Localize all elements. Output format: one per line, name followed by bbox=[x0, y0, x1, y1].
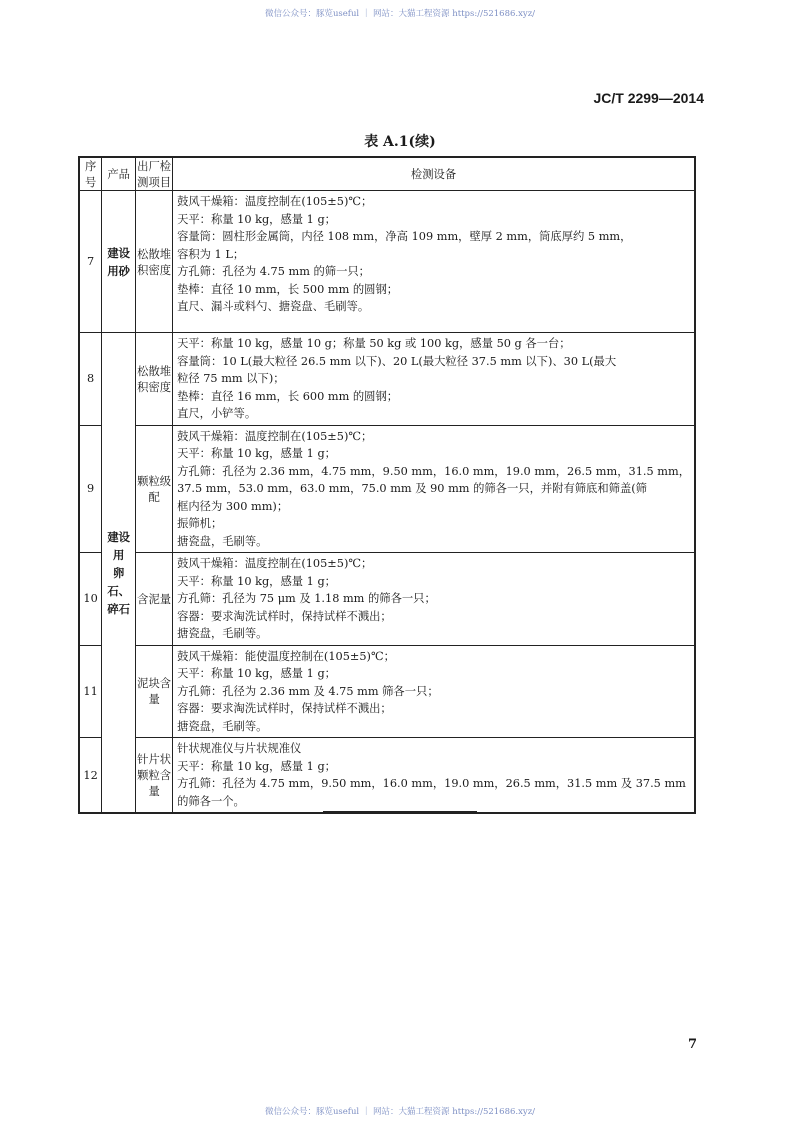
row-number: 9 bbox=[79, 425, 102, 553]
watermark-top: 微信公众号：豚览useful ｜ 网站：大猫工程资源 https://521686.xyz/ bbox=[264, 9, 536, 19]
row-number: 7 bbox=[79, 191, 102, 333]
equipment-cell bbox=[173, 645, 695, 738]
page-number: 7 bbox=[688, 1037, 698, 1052]
equipment-cell bbox=[173, 191, 695, 333]
equipment-line: 针状规准仪与片状规准仪 bbox=[177, 742, 302, 755]
test-item: 泥块含量 bbox=[136, 645, 173, 738]
equipment-cell bbox=[173, 425, 695, 553]
standard-code: JC/T 2299—2014 bbox=[593, 90, 704, 106]
equipment-line: 鼓风干燥箱：温度控制在(105±5)℃； bbox=[177, 195, 373, 208]
equipment-line: 天平：称量 10 kg，感量 10 g；称量 50 kg 或 100 kg，感量 50 g 各一台； bbox=[177, 337, 571, 350]
equipment-line: 搪瓷盘，毛刷等。 bbox=[177, 719, 268, 733]
equipment-line: 天平：称量 10 kg，感量 1 g； bbox=[177, 212, 336, 226]
product-cell: 建设 用砂 bbox=[102, 191, 136, 333]
header-equipment: 检测设备 bbox=[173, 157, 695, 191]
equipment-line: 垫棒：直径 10 mm，长 500 mm 的圆钢； bbox=[177, 282, 399, 296]
equipment-line: 搪瓷盘，毛刷等。 bbox=[177, 534, 268, 548]
equipment-line: 方孔筛：孔径为 4.75 mm，9.50 mm，16.0 mm，19.0 mm，26.5 mm，31.5 mm 及 37.5 mm bbox=[177, 777, 686, 790]
equipment-line: 框内径为 300 mm)； bbox=[177, 499, 289, 513]
equipment-line: 振筛机； bbox=[177, 517, 223, 530]
header-no: 序号 bbox=[79, 157, 102, 191]
equipment-table bbox=[78, 156, 696, 814]
equipment-cell bbox=[173, 738, 695, 814]
table-row bbox=[79, 645, 695, 738]
row-number: 10 bbox=[79, 553, 102, 646]
equipment-line: 容积为 1 L； bbox=[177, 247, 245, 261]
table-row bbox=[79, 333, 695, 426]
table-row bbox=[79, 191, 695, 333]
table-header-row bbox=[79, 157, 695, 191]
table-title: 表 A.1(续) bbox=[364, 134, 436, 150]
row-number: 12 bbox=[79, 738, 102, 814]
equipment-line: 直尺，小铲等。 bbox=[177, 407, 257, 420]
equipment-line: 37.5 mm，53.0 mm，63.0 mm，75.0 mm 及 90 mm 的筛各一只，并附有筛底和筛盖(筛 bbox=[177, 482, 647, 495]
equipment-line: 鼓风干燥箱：温度控制在(105±5)℃； bbox=[177, 557, 373, 570]
test-item: 松散堆积密度 bbox=[136, 333, 173, 426]
watermark-bottom: 微信公众号：豚览useful ｜ 网站：大猫工程资源 https://521686.xyz/ bbox=[264, 1107, 536, 1117]
equipment-line: 鼓风干燥箱：温度控制在(105±5)℃； bbox=[177, 429, 373, 443]
test-item: 针片状颗粒含量 bbox=[136, 738, 173, 814]
table-row bbox=[79, 738, 695, 814]
equipment-line: 天平：称量 10 kg，感量 1 g； bbox=[177, 667, 336, 680]
equipment-line: 鼓风干燥箱：能使温度控制在(105±5)℃； bbox=[177, 649, 395, 663]
equipment-line: 方孔筛：孔径为 2.36 mm，4.75 mm，9.50 mm，16.0 mm，19.0 mm，26.5 mm，31.5 mm， bbox=[177, 464, 690, 478]
equipment-line: 搪瓷盘，毛刷等。 bbox=[177, 627, 268, 640]
table-row bbox=[79, 553, 695, 646]
header-product: 产品 bbox=[102, 157, 136, 191]
equipment-line: 天平：称量 10 kg，感量 1 g； bbox=[177, 574, 336, 588]
test-item: 松散堆积密度 bbox=[136, 191, 173, 333]
header-item: 出厂检测项目 bbox=[136, 157, 173, 191]
equipment-cell bbox=[173, 553, 695, 646]
equipment-line: 天平：称量 10 kg，感量 1 g； bbox=[177, 447, 336, 460]
test-item: 颗粒级配 bbox=[136, 425, 173, 553]
end-line bbox=[323, 811, 477, 813]
row-number: 8 bbox=[79, 333, 102, 426]
test-item: 含泥量 bbox=[136, 553, 173, 646]
equipment-line: 的筛各一个。 bbox=[177, 794, 245, 808]
table-row bbox=[79, 425, 695, 553]
equipment-line: 容量筒：10 L(最大粒径 26.5 mm 以下)、20 L(最大粒径 37.5 mm 以下)、30 L(最大 bbox=[177, 354, 617, 368]
equipment-line: 方孔筛：孔径为 2.36 mm 及 4.75 mm 筛各一只； bbox=[177, 684, 439, 698]
equipment-line: 容器：要求淘洗试样时，保持试样不溅出； bbox=[177, 702, 392, 715]
equipment-line: 容量筒：圆柱形金属筒，内径 108 mm，净高 109 mm，壁厚 2 mm，筒底厚约 5 mm， bbox=[177, 230, 632, 243]
equipment-line: 方孔筛：孔径为 75 μm 及 1.18 mm 的筛各一只； bbox=[177, 592, 436, 605]
equipment-line: 方孔筛：孔径为 4.75 mm 的筛一只； bbox=[177, 265, 370, 278]
equipment-line: 天平：称量 10 kg，感量 1 g； bbox=[177, 759, 336, 773]
equipment-line: 垫棒：直径 16 mm，长 600 mm 的圆钢； bbox=[177, 389, 399, 403]
equipment-line: 粒径 75 mm 以下)； bbox=[177, 372, 285, 385]
product-cell: 建设用 卵石、 碎石 bbox=[102, 333, 136, 814]
equipment-line: 容器：要求淘洗试样时，保持试样不溅出； bbox=[177, 609, 392, 623]
equipment-cell bbox=[173, 333, 695, 426]
equipment-line: 直尺、漏斗或料勺、搪瓷盘、毛刷等。 bbox=[177, 300, 370, 313]
row-number: 11 bbox=[79, 645, 102, 738]
